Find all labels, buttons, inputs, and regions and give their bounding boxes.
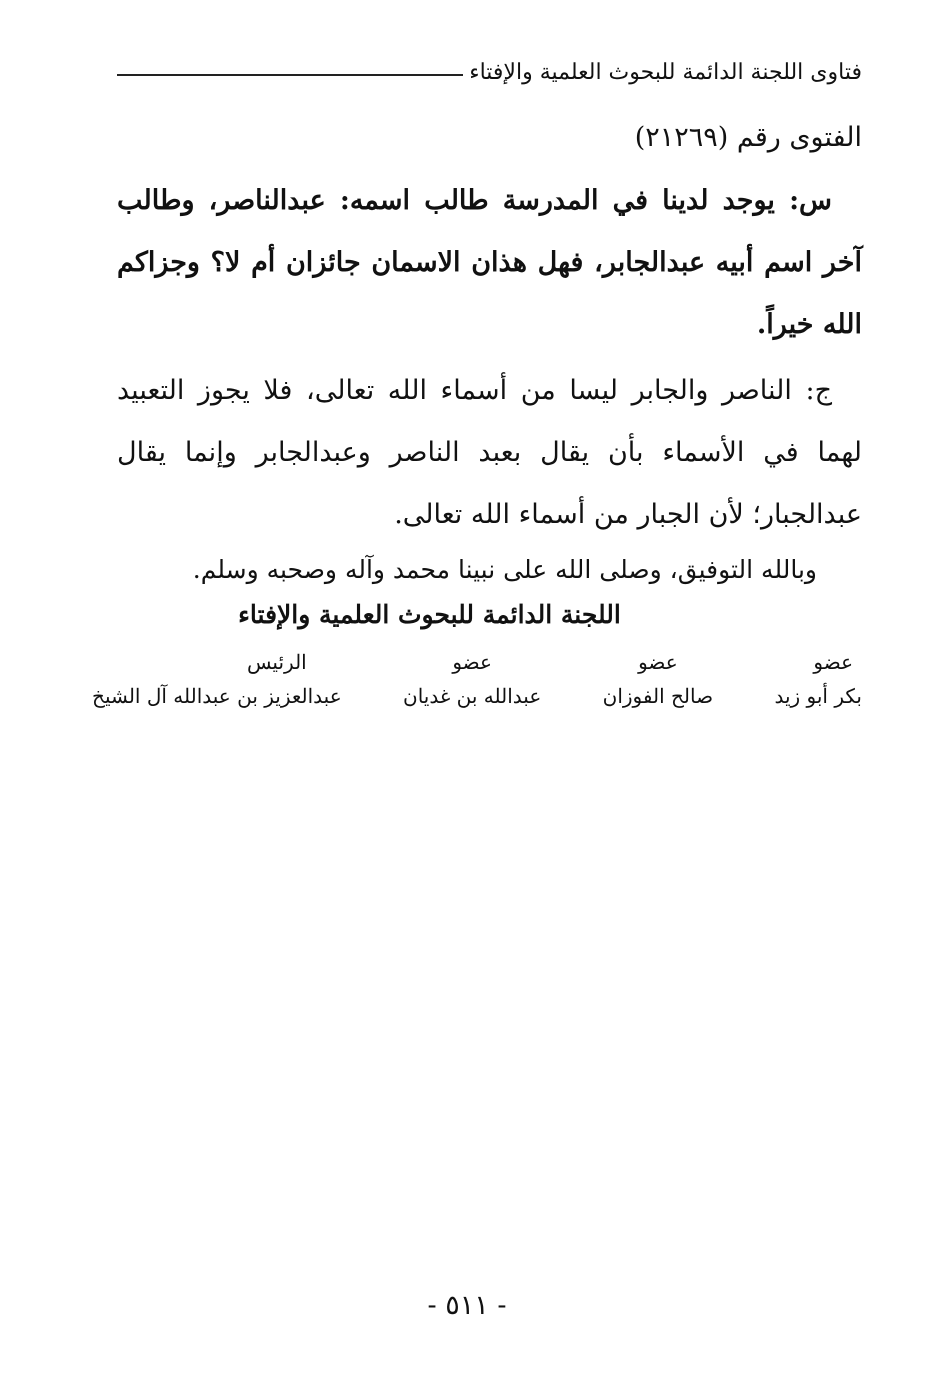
signatory	[603, 650, 713, 708]
signatory-name: بكر أبو زيد	[774, 684, 862, 708]
signatory-role: عضو	[813, 650, 854, 674]
signatory-name: عبدالعزيز بن عبدالله آل الشيخ	[92, 684, 342, 708]
signatory	[92, 650, 342, 708]
signatory	[774, 650, 862, 708]
closing-line	[117, 550, 862, 590]
signatory-name: عبدالله بن غديان	[403, 684, 542, 708]
signatory-name: صالح الفوزان	[602, 684, 714, 708]
header-rule	[117, 74, 463, 76]
closing-text: وبالله التوفيق، وصلى الله على نبينا محمد وآله وصحبه وسلم.	[192, 555, 817, 584]
committee-name: اللجنة الدائمة للبحوث العلمية والإفتاء	[238, 600, 621, 629]
question-text: س: يوجد لدينا في المدرسة طالب اسمه: عبدالناصر، وطالب آخر اسم أبيه عبدالجابر، فهل هذان الاسمان جائزان أم لا؟ وجزاكم الله خيراً.	[117, 185, 862, 340]
question-paragraph	[117, 170, 862, 356]
signatory-role: عضو	[452, 650, 492, 674]
signatory-role: عضو	[638, 650, 678, 674]
signatory-role: الرئيس	[246, 650, 307, 674]
answer-text: ج: الناصر والجابر ليسا من أسماء الله تعالى، فلا يجوز التعبيد لهما في الأسماء بأن يقال بعبد الناصر وعبدالجابر وإنما يقال عبدالجبار؛ لأن الجبار من أسماء الله تعالى.	[117, 375, 862, 530]
book-title: فتاوى اللجنة الدائمة للبحوث العلمية والإفتاء	[469, 60, 862, 85]
signatures-block	[92, 650, 862, 708]
running-header	[117, 60, 862, 85]
fatwa-number: الفتوى رقم (٢١٢٦٩)	[634, 122, 862, 153]
answer-paragraph	[117, 360, 862, 546]
signatory	[403, 650, 541, 708]
page-number: - ٥١١ -	[427, 1290, 507, 1321]
